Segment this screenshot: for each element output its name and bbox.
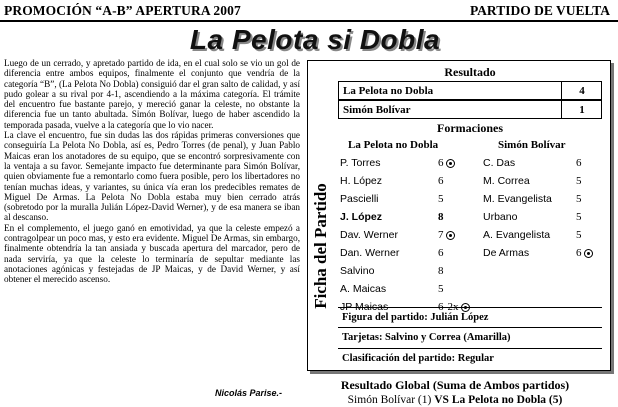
player-rating <box>438 154 455 172</box>
player-rating-value: 7 <box>438 229 444 241</box>
goal-ball-icon <box>584 249 593 258</box>
player-rating-value: 8 <box>438 265 444 277</box>
result-score: 4 <box>561 82 602 99</box>
player-name: Dav. Werner <box>340 229 398 241</box>
article-paragraph-2: La clave el encuentro, fue sin dudas las dos rápidas primeras conversiones que conseguiría La Pelota No Dobla, así es, Pedro Torres (de penal), y Juan Pablo Maicas eran los anotadores de su equipo, que se encontró sorpresivamente con la ventaja a su favor. Semejante impacto fue determinante para Simón Bolívar, quien obviamente fue a remontarlo como fuera posible, pero los libertadores no tenían muchas ideas, y variantes, su única vía eran los predecibles remates de Miguel De Armas. La Pelota No Dobla estaba muy bien cerrado atrás (sobretodo por la muralla Julián López-David Werner), y de esa manera se iban al descanso. <box>4 130 300 223</box>
player-rating-value: 5 <box>576 229 582 241</box>
player-rating-value: 6 <box>438 301 444 313</box>
player-rating <box>438 190 444 208</box>
team-a-header: La Pelota no Dobla <box>348 139 439 151</box>
result-row-1 <box>338 81 602 100</box>
rating-row <box>338 348 602 368</box>
player-rating <box>438 244 444 262</box>
author-signature: Nicolás Parise.- <box>215 388 283 398</box>
aggregate-title: Resultado Global (Suma de Ambos partidos) <box>340 378 570 392</box>
player-rating-value: 5 <box>438 193 444 205</box>
player-rating <box>576 154 582 172</box>
cards-row <box>338 327 602 347</box>
player-name: Salvino <box>340 265 375 277</box>
player-rating-value: 6 <box>438 247 444 259</box>
player-rating <box>576 226 582 244</box>
player-name: A. Evangelista <box>483 229 551 241</box>
match-sheet-side-text: Ficha del Partido <box>311 183 331 309</box>
player-name: JP Maicas <box>340 301 389 313</box>
player-name: P. Torres <box>340 157 381 169</box>
lineup-row <box>338 154 602 172</box>
result-team: La Pelota no Dobla <box>343 84 434 97</box>
cards-summary: Tarjetas: Salvino y Correa (Amarilla) <box>342 332 511 343</box>
player-rating-value: 5 <box>576 193 582 205</box>
result-row-2 <box>338 100 602 119</box>
article-paragraph-1: Luego de un cerrado, y apretado partido de ida, en el cual solo se vio un gol de diferencia entre ambos equipos, finalmente el conjunto que vendría de la categoría “B”, (La Pelota No Dobla) consiguió dar el gran salto de calidad, y así pudo golear a su rival por 4-1, ascendiendo a la máxima categoría. El trámite del encuentro fue bastante parejo, y mereció ganar la celeste, no obstante la diferencia fue un tanto abultada. Simón Bolívar, luego de haber ascendido la temporada pasada, vuelve a la categoría que lo vio nacer. <box>4 58 300 130</box>
goal-count: 2x <box>447 301 459 313</box>
player-name: M. Evangelista <box>483 193 552 205</box>
player-rating <box>576 208 582 226</box>
player-rating-value: 6 <box>438 175 444 187</box>
player-name: C. Das <box>483 157 516 169</box>
player-name: H. López <box>340 175 383 187</box>
team-b-header: Simón Bolívar <box>498 139 566 151</box>
aggregate-vs: VS <box>434 394 449 406</box>
section-header: PROMOCIÓN “A-B” APERTURA 2007 <box>4 3 241 18</box>
aggregate-team-right: La Pelota no Dobla (5) <box>451 394 563 406</box>
player-name: M. Correa <box>483 175 530 187</box>
result-team: Simón Bolívar <box>343 103 411 116</box>
match-sheet-side-label <box>306 156 336 336</box>
player-rating <box>438 280 444 298</box>
aggregate-result <box>300 394 610 406</box>
player-rating <box>438 262 444 280</box>
player-rating <box>576 172 582 190</box>
player-rating-value: 5 <box>576 175 582 187</box>
aggregate-team-left: Simón Bolívar (1) <box>347 394 432 406</box>
lineup-row <box>338 244 602 262</box>
match-rating: Clasificación del partido: Regular <box>342 353 494 364</box>
lineup-row <box>338 280 602 298</box>
player-name: Urbano <box>483 211 518 223</box>
player-name: Pascielli <box>340 193 379 205</box>
lineups-team-header <box>338 137 602 153</box>
result-heading: Resultado <box>444 64 496 79</box>
player-rating <box>438 172 444 190</box>
player-name: Dan. Werner <box>340 247 400 259</box>
player-rating <box>576 190 582 208</box>
lineup-row <box>338 262 602 280</box>
player-rating <box>576 244 593 262</box>
player-name: A. Maicas <box>340 283 387 295</box>
header-divider <box>0 20 618 22</box>
article-body <box>4 58 300 285</box>
article-paragraph-3: En el complemento, el juego ganó en emotividad, ya que la celeste empezó a contragolpear un poco mas, y esto era evidente. Miguel De Armas, sin embargo, finalmente obtendría la tan ansiada y buscada apertura del marcador, pero de nada serviría, ya que la celeste lo terminaría de sepultar mediante las anotaciones agónicas y festejadas de JP Maicas, y de David Werner, y así obtener el merecido ascenso. <box>4 222 300 285</box>
player-rating-value: 8 <box>438 211 444 223</box>
page-title: La Pelota si Dobla <box>189 24 441 55</box>
player-rating-value: 6 <box>576 157 582 169</box>
lineup-row <box>338 172 602 190</box>
player-rating <box>438 208 444 226</box>
match-sheet <box>307 60 611 371</box>
lineup-row <box>338 226 602 244</box>
lineup-row <box>338 208 602 226</box>
player-name: De Armas <box>483 247 530 259</box>
player-rating <box>438 226 455 244</box>
result-heading-row <box>338 64 602 80</box>
player-name: J. López <box>340 211 383 223</box>
figure-row <box>338 307 602 326</box>
goal-ball-icon <box>446 231 455 240</box>
player-rating-value: 6 <box>438 157 444 169</box>
player-rating-value: 5 <box>576 211 582 223</box>
player-rating-value: 5 <box>438 283 444 295</box>
result-score: 1 <box>561 101 602 118</box>
figure-of-match: Figura del partido: Julián López <box>342 311 489 323</box>
lineups-heading: Formaciones <box>437 120 503 135</box>
match-type-header: PARTIDO DE VUELTA <box>469 3 610 18</box>
player-rating-value: 6 <box>576 247 582 259</box>
lineup-row <box>338 190 602 208</box>
goal-ball-icon <box>446 159 455 168</box>
lineups-heading-row <box>338 120 602 136</box>
